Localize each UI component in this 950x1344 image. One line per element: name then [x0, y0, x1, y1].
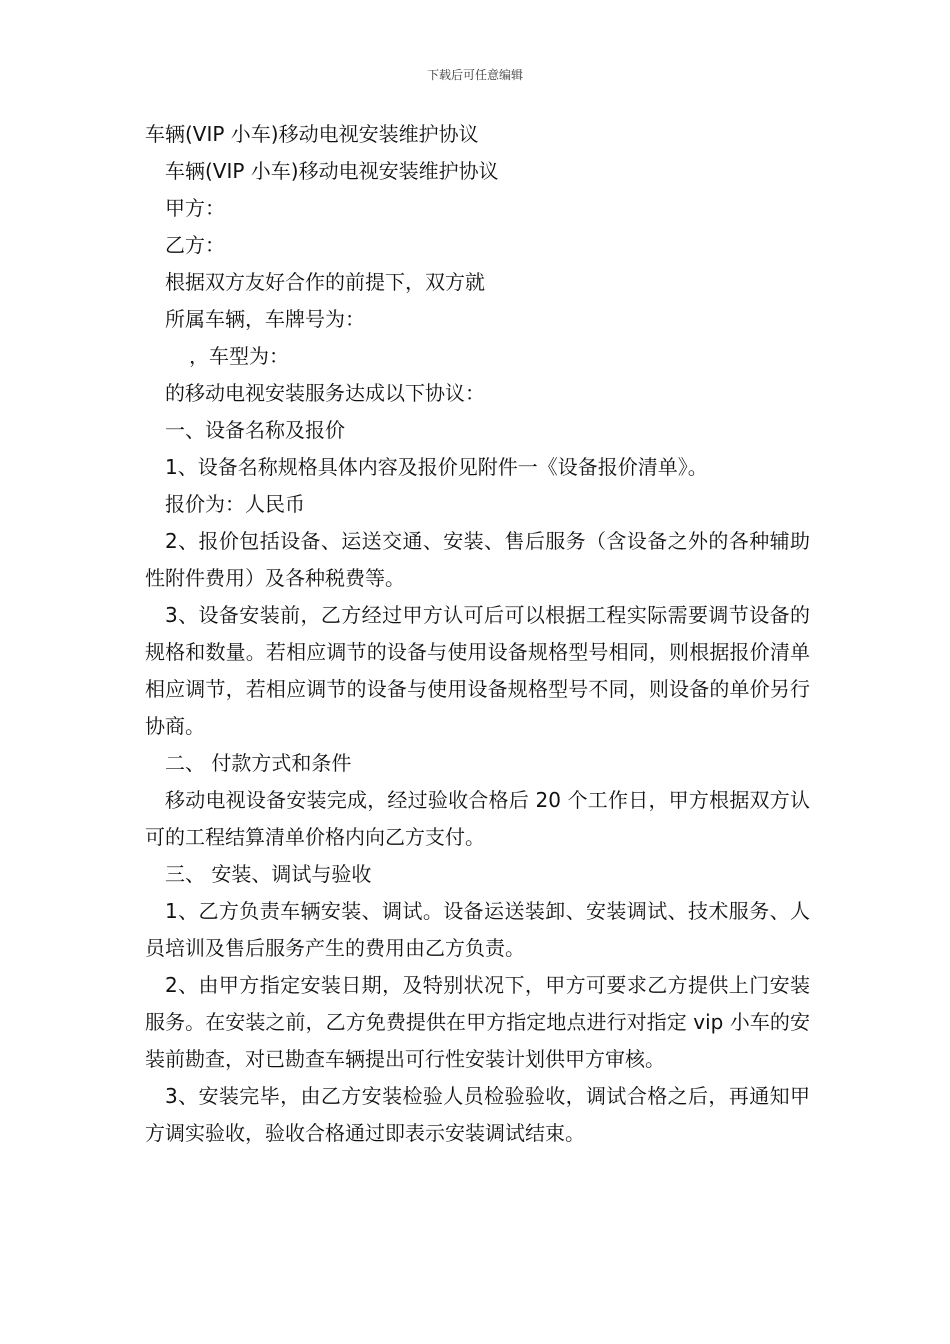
section-3-heading: 三、 安装、调试与验收	[165, 862, 372, 886]
section-3-item-3: 3、安装完毕，由乙方安装检验人员检验验收，调试合格之后，再通知甲方调实验收，验收合格通过即表示安装调试结束。	[145, 1084, 810, 1145]
document-subtitle: 车辆(VIP 小车)移动电视安装维护协议	[165, 159, 499, 183]
section-3-item-2: 2、由甲方指定安装日期，及特别状况下，甲方可要求乙方提供上门安装服务。在安装之前，乙方免费提供在甲方指定地点进行对指定 vip 小车的安装前勘查，对已勘查车辆提出可行性安装计划供甲方审核。	[145, 973, 810, 1071]
party-b-label: 乙方：	[165, 233, 225, 257]
intro-line-4: 的移动电视安装服务达成以下协议：	[165, 381, 485, 405]
section-1-item-2: 2、报价包括设备、运送交通、安装、售后服务（含设备之外的各种辅助性附件费用）及各种税费等。	[145, 529, 810, 590]
section-1-item-1: 1、设备名称规格具体内容及报价见附件一《设备报价清单》。	[165, 455, 708, 479]
section-3-item-1: 1、乙方负责车辆安装、调试。设备运送装卸、安装调试、技术服务、人员培训及售后服务产生的费用由乙方负责。	[145, 899, 810, 960]
party-a-label: 甲方：	[165, 196, 225, 220]
document-title: 车辆(VIP 小车)移动电视安装维护协议	[145, 122, 479, 146]
section-1-heading: 一、设备名称及报价	[165, 418, 345, 442]
intro-line-3: ，车型为：	[189, 344, 289, 368]
section-2-text: 移动电视设备安装完成，经过验收合格后 20 个工作日，甲方根据双方认可的工程结算清单价格内向乙方支付。	[145, 788, 810, 849]
document-body	[145, 116, 810, 1152]
intro-line-1: 根据双方友好合作的前提下，双方就	[165, 270, 485, 294]
section-1-price: 报价为：人民币	[165, 492, 305, 516]
section-2-heading: 二、 付款方式和条件	[165, 751, 352, 775]
intro-line-2: 所属车辆，车牌号为：	[165, 307, 365, 331]
section-1-item-3: 3、设备安装前，乙方经过甲方认可后可以根据工程实际需要调节设备的规格和数量。若相应调节的设备与使用设备规格型号相同，则根据报价清单相应调节，若相应调节的设备与使用设备规格型号不同，则设备的单价另行协商。	[145, 603, 810, 738]
page-header: 下载后可任意编辑	[426, 68, 523, 82]
